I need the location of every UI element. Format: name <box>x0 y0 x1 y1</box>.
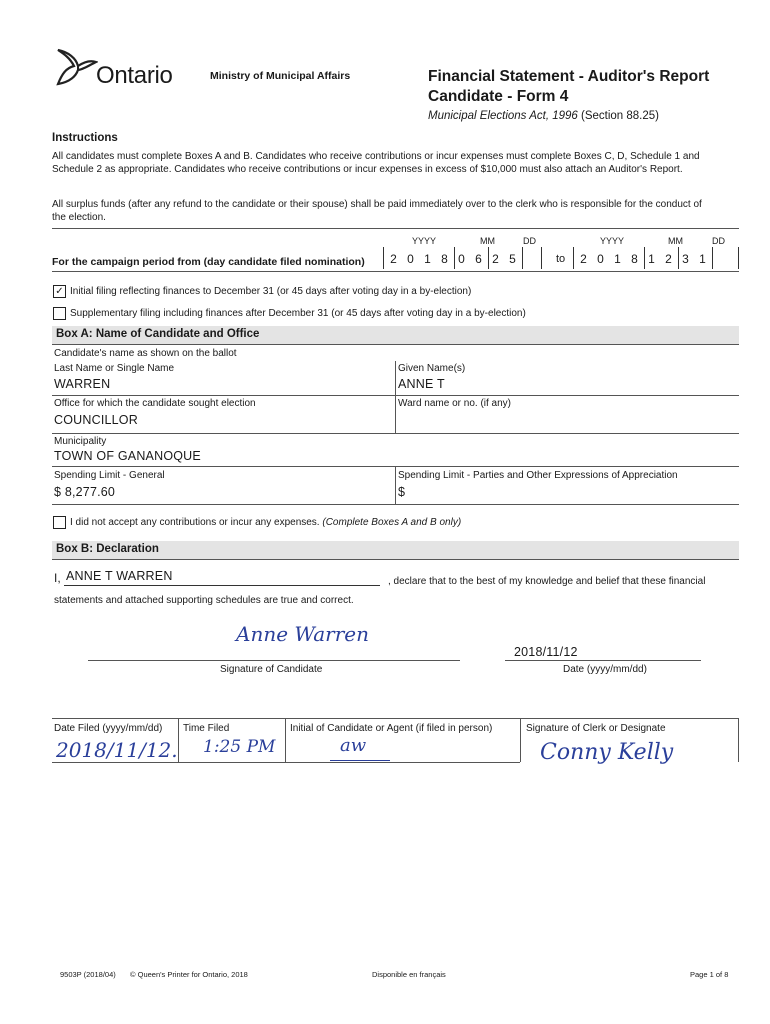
to-digit: 2 <box>665 252 672 266</box>
ministry-name: Ministry of Municipal Affairs <box>210 70 351 82</box>
date-box-border <box>712 247 713 269</box>
field-divider <box>285 718 286 762</box>
to-digit: 3 <box>682 252 689 266</box>
copyright: © Queen's Printer for Ontario, 2018 <box>130 970 248 979</box>
supplementary-filing-label: Supplementary filing including finances after December 31 (or 45 days after voting day in a by-election) <box>70 308 526 319</box>
signature-label: Signature of Candidate <box>220 664 323 675</box>
ontario-logo <box>52 44 192 94</box>
divider <box>52 228 739 229</box>
spending-limit-parties-field[interactable]: $ <box>398 485 406 499</box>
declaration-text-2: statements and attached supporting schedules are true and correct. <box>54 595 354 606</box>
initial-underline <box>330 760 390 761</box>
time-filed-label: Time Filed <box>183 723 230 734</box>
form-code: 9503P (2018/04) <box>60 970 116 979</box>
declaration-date-field[interactable]: 2018/11/12 <box>514 645 578 659</box>
to-digit: 0 <box>597 252 604 266</box>
from-month-header: MM <box>480 236 495 246</box>
date-box-border <box>383 247 384 269</box>
logo-wordmark: Ontario <box>96 62 173 89</box>
from-digit: 1 <box>424 252 431 266</box>
from-digit: 2 <box>492 252 499 266</box>
field-divider <box>395 361 396 395</box>
date-box-border <box>522 247 523 269</box>
no-contributions-checkbox[interactable] <box>53 516 66 529</box>
date-box-border <box>738 247 739 269</box>
initial-field[interactable]: aw <box>340 735 367 756</box>
to-date-field[interactable] <box>575 249 711 269</box>
clerk-signature-label: Signature of Clerk or Designate <box>526 723 666 734</box>
box-b-title: Box B: Declaration <box>56 543 159 555</box>
from-digit: 8 <box>441 252 448 266</box>
date-line <box>505 660 701 661</box>
trillium-icon <box>52 44 98 90</box>
to-year-header: YYYY <box>600 236 625 246</box>
declarant-name-field[interactable]: ANNE T WARREN <box>66 569 173 583</box>
divider <box>52 344 739 345</box>
last-name-label: Last Name or Single Name <box>54 363 175 374</box>
declaration-prefix: I, <box>54 571 61 585</box>
act-section: (Section 88.25) <box>577 110 659 122</box>
date-box-border <box>454 247 455 269</box>
field-divider <box>395 466 396 504</box>
date-filed-field[interactable]: 2018/11/12. <box>56 738 178 762</box>
divider <box>52 504 739 505</box>
spending-limit-general-field[interactable]: $ 8,277.60 <box>54 485 116 499</box>
from-day-header: DD <box>523 236 536 246</box>
date-box-border <box>541 247 542 269</box>
office-label: Office for which the candidate sought election <box>54 398 256 409</box>
box-a-title: Box A: Name of Candidate and Office <box>56 328 260 340</box>
candidate-signature: Anne Warren <box>236 622 369 646</box>
declaration-text: , declare that to the best of my knowledge and belief that these financial <box>388 576 706 587</box>
date-label: Date (yyyy/mm/dd) <box>563 664 647 675</box>
spending-limit-general-label: Spending Limit - General <box>54 470 165 481</box>
ballot-name-label: Candidate's name as shown on the ballot <box>54 348 237 359</box>
box-a-header <box>52 326 739 344</box>
field-divider <box>738 718 739 762</box>
to-digit: 2 <box>580 252 587 266</box>
last-name-field[interactable]: WARREN <box>54 377 111 391</box>
field-divider <box>520 718 521 762</box>
form-title-line2: Candidate - Form 4 <box>428 88 569 105</box>
divider <box>52 271 739 272</box>
from-digit: 0 <box>407 252 414 266</box>
from-year-header: YYYY <box>412 236 437 246</box>
date-box-border <box>488 247 489 269</box>
given-name-field[interactable]: ANNE T <box>398 377 445 391</box>
to-label: to <box>556 253 566 265</box>
declarant-underline <box>64 585 380 586</box>
to-digit: 1 <box>699 252 706 266</box>
french-availability: Disponible en français <box>372 970 446 979</box>
spending-limit-parties-label: Spending Limit - Parties and Other Expressions of Appreciation <box>398 470 678 481</box>
from-digit: 5 <box>509 252 516 266</box>
given-name-label: Given Name(s) <box>398 363 466 374</box>
campaign-period-label: For the campaign period from (day candidate filed nomination) <box>52 256 365 268</box>
to-digit: 1 <box>614 252 621 266</box>
date-filed-label: Date Filed (yyyy/mm/dd) <box>54 723 163 734</box>
initial-filing-checkbox[interactable]: ✓ <box>53 285 66 298</box>
ward-label: Ward name or no. (if any) <box>398 398 512 409</box>
divider <box>52 433 739 434</box>
to-month-header: MM <box>668 236 683 246</box>
initial-label: Initial of Candidate or Agent (if filed in person) <box>290 723 493 734</box>
date-box-border <box>573 247 574 269</box>
field-divider <box>178 718 179 762</box>
form-title-line1: Financial Statement - Auditor's Report <box>428 68 710 85</box>
instructions-heading: Instructions <box>52 132 118 144</box>
time-filed-field[interactable]: 1:25 PM <box>203 737 276 757</box>
field-divider <box>395 395 396 433</box>
box-b-header <box>52 541 739 559</box>
date-box-border <box>678 247 679 269</box>
signature-line <box>88 660 460 661</box>
municipality-field[interactable]: TOWN OF GANANOQUE <box>54 449 201 463</box>
clerk-signature: Conny Kelly <box>540 740 674 765</box>
office-field[interactable]: COUNCILLOR <box>54 413 138 427</box>
to-digit: 1 <box>648 252 655 266</box>
from-date-field[interactable] <box>385 249 521 269</box>
to-digit: 8 <box>631 252 638 266</box>
divider <box>52 559 739 560</box>
from-digit: 2 <box>390 252 397 266</box>
no-contributions-text: I did not accept any contributions or incur any expenses. <box>70 517 320 528</box>
initial-filing-label: Initial filing reflecting finances to December 31 (or 45 days after voting day in a by-election) <box>70 286 472 297</box>
form-title <box>428 67 709 107</box>
no-contributions-note: (Complete Boxes A and B only) <box>322 517 462 528</box>
act-reference <box>428 110 659 122</box>
divider <box>52 718 739 719</box>
instructions-para2: All surplus funds (after any refund to the candidate or their spouse) shall be paid immediately over to the clerk who is responsible for the conduct of the election. <box>52 199 702 223</box>
supplementary-filing-checkbox[interactable] <box>53 307 66 320</box>
divider <box>52 762 520 763</box>
to-day-header: DD <box>712 236 725 246</box>
date-box-border <box>644 247 645 269</box>
page-number: Page 1 of 8 <box>690 970 729 979</box>
municipality-label: Municipality <box>54 436 107 447</box>
no-contributions-label <box>70 516 461 529</box>
act-name: Municipal Elections Act, 1996 <box>428 110 578 122</box>
from-digit: 0 <box>458 252 465 266</box>
instructions-para1: All candidates must complete Boxes A and B. Candidates who receive contributions or incur expenses must complete Boxes C, D, Schedule 1 and Schedule 2 as appropriate. Candidates who receive contributions or incur expenses in excess of $10,000 must also attach an Auditor's Report. <box>52 151 700 175</box>
from-digit: 6 <box>475 252 482 266</box>
